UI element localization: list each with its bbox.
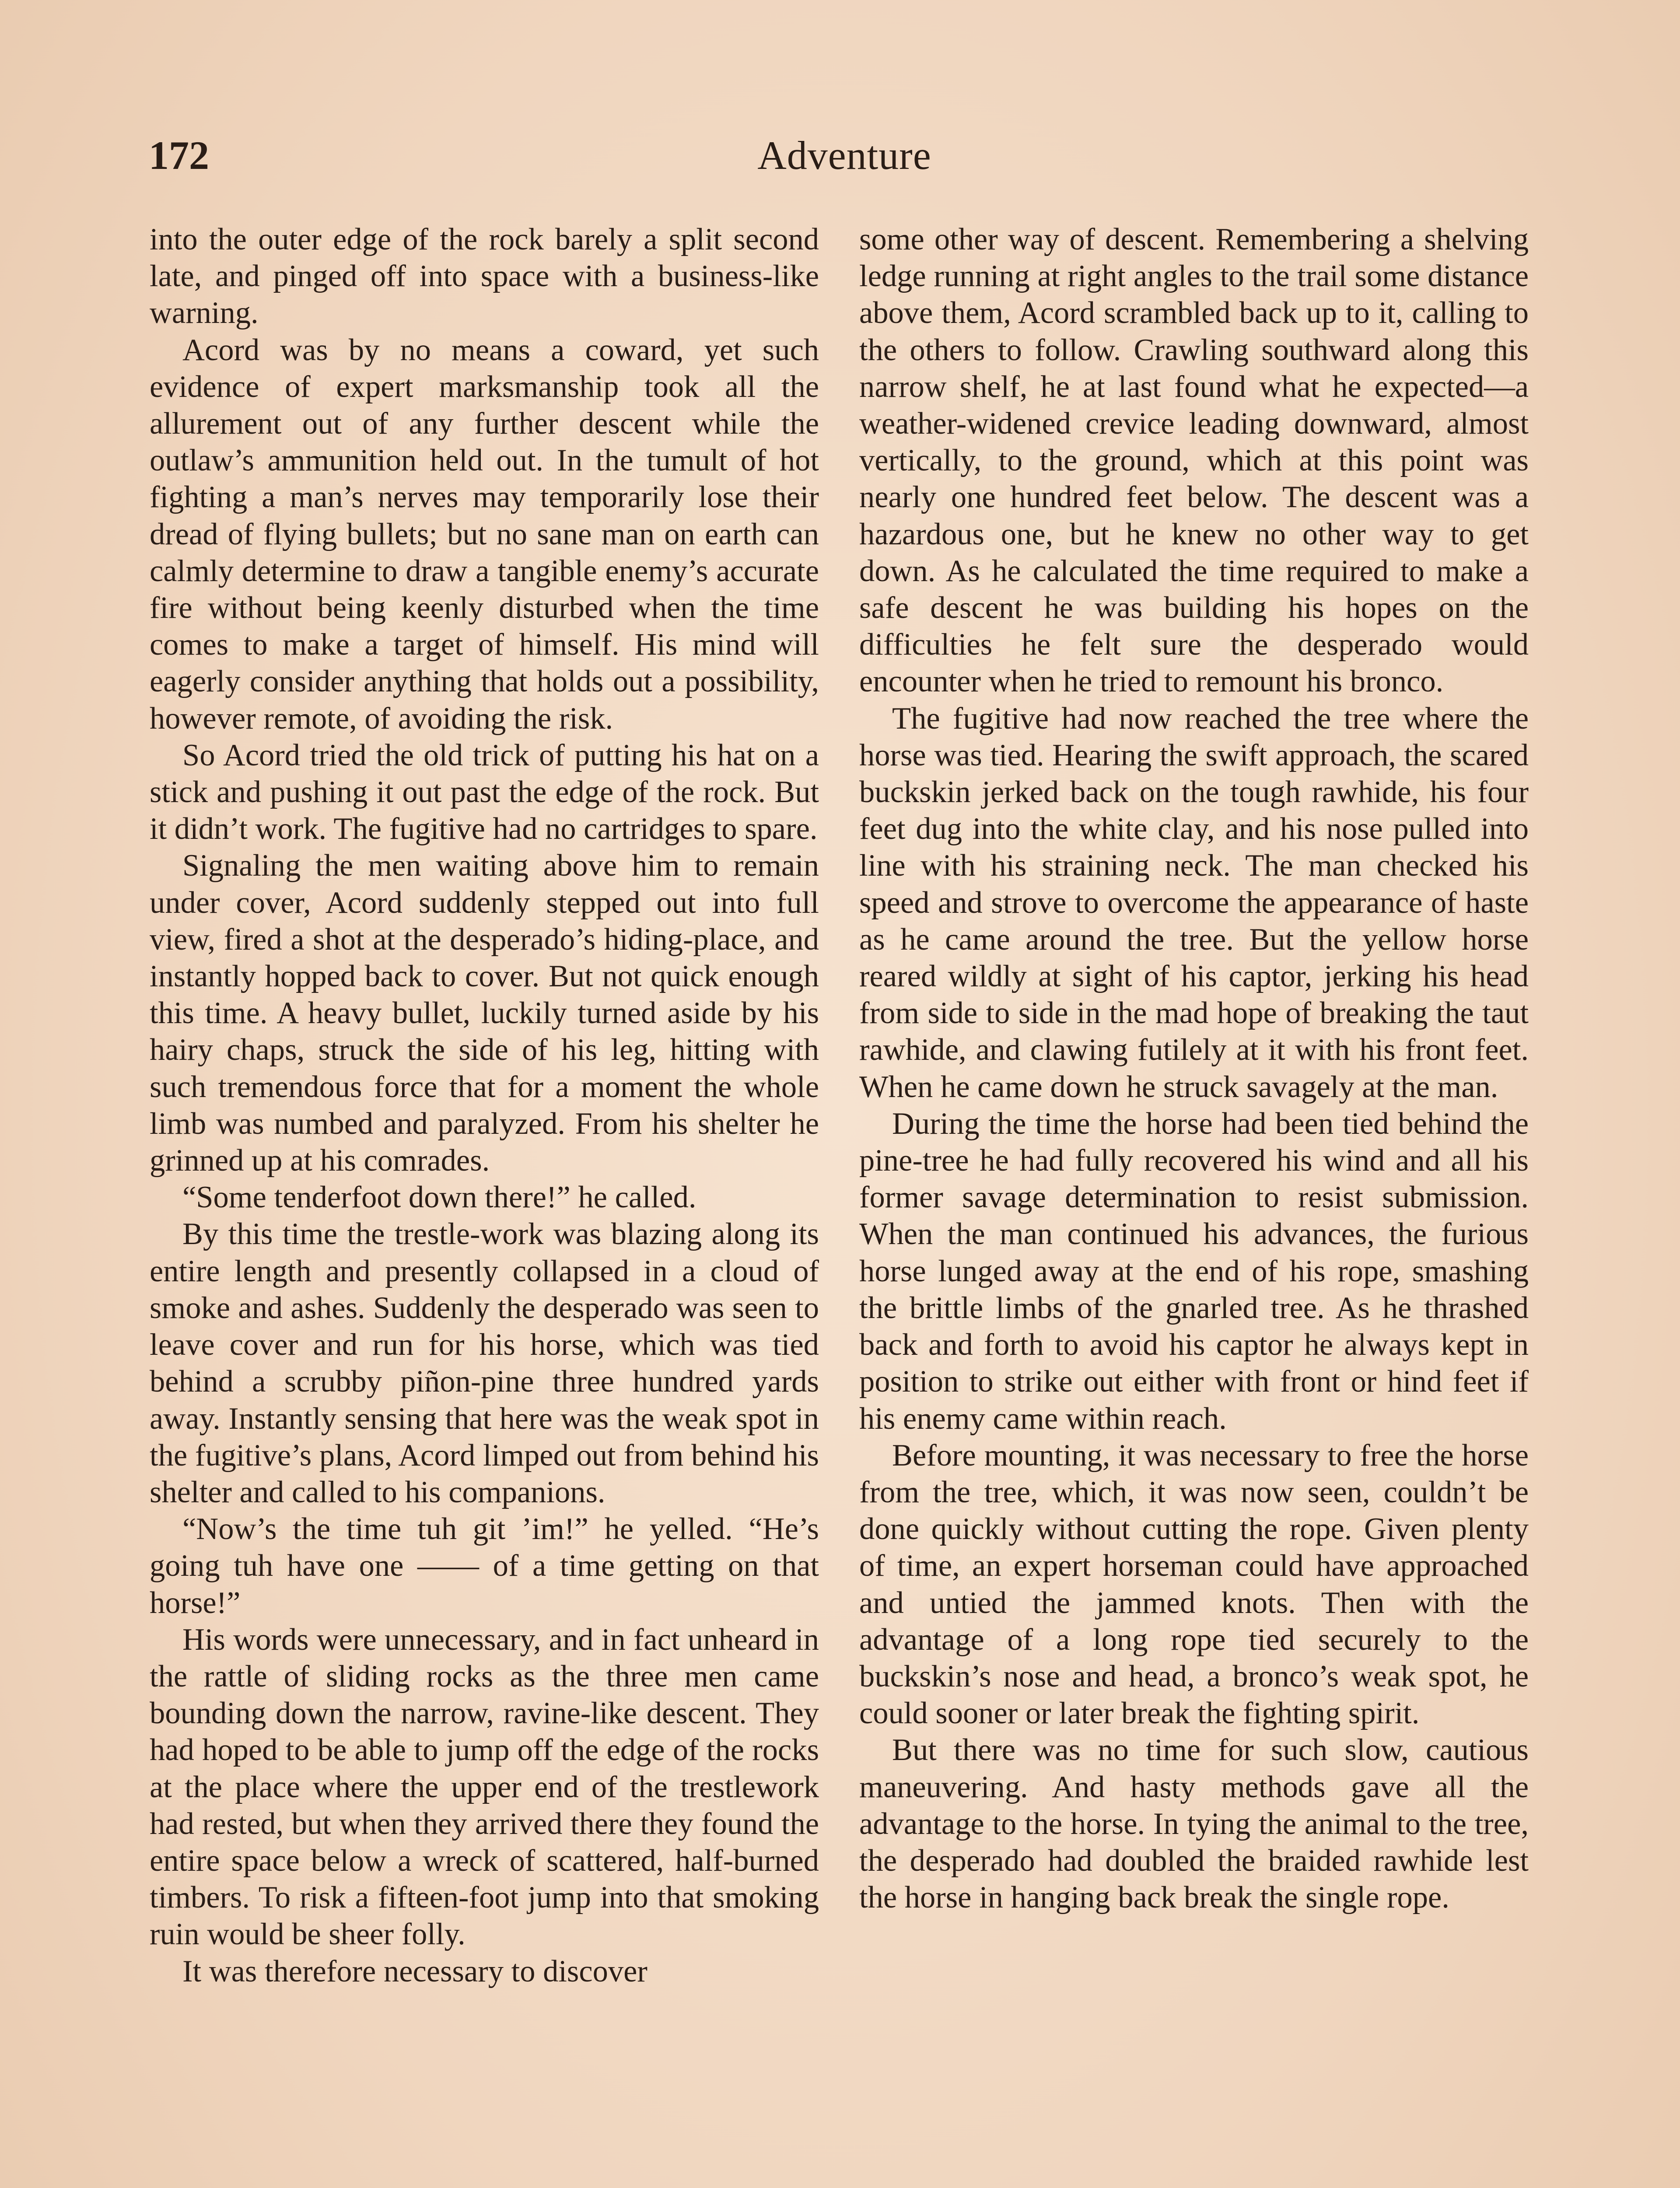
page-number: 172 [149, 133, 209, 178]
paragraph: So Acord tried the old trick of putting his hat on a stick and pushing it out past the edge of the rock. But it didn’t work. The fugitive had no cartridges to spare. [150, 738, 819, 846]
paragraph: some other way of descent. Remembering a shelving ledge running at right angles to the trail some distance above them, Acord scrambled back up to it, calling to the others to follow. Crawling southward along this narrow shelf, he at last found what he expected—a weather-widened crevice leading downward, almost vertically, to the ground, which at this point was nearly one hundred feet below. The descent was a hazardous one, but he knew no other way to get down. As he calculated the time required to make a safe descent he was building his hopes on the difficulties he felt sure the desperado would encounter when he tried to remount his bronco. [859, 222, 1529, 699]
paragraph: His words were unnecessary, and in fact unheard in the rattle of sliding rocks as the three men came bounding down the narrow, ravine-like descent. They had hoped to be able to jump off the edge of the rocks at the place where the upper end of the trestlework had rested, but when they arrived there they found the entire space below a wreck of scattered, half-burned timbers. To risk a fifteen-foot jump into that smoking ruin would be sheer folly. [150, 1622, 819, 1952]
page-header [149, 131, 1540, 184]
paragraph: into the outer edge of the rock barely a split second late, and pinged off into space with a business-like warning. [150, 222, 819, 330]
paragraph: Signaling the men waiting above him to remain under cover, Acord suddenly stepped out into full view, fired a shot at the desperado’s hiding-place, and instantly hopped back to cover. But not quick enough this time. A heavy bullet, luckily turned aside by his hairy chaps, struck the side of his leg, hitting with such tremendous force that for a moment the whole limb was numbed and paralyzed. From his shelter he grinned up at his comrades. [150, 849, 819, 1178]
paragraph: During the time the horse had been tied behind the pine-tree he had fully recovered his wind and all his former savage determination to resist submission. When the man continued his advances, the furious horse lunged away at the end of his rope, smashing the brittle limbs of the gnarled tree. As he thrashed back and forth to avoid his captor he always kept in position to strike out either with front or hind feet if his enemy came within reach. [859, 1106, 1529, 1436]
right-column [859, 221, 1529, 1916]
paragraph: “Now’s the time tuh git ’im!” he yelled. “He’s going tuh have one —— of a time getting on that horse!” [150, 1512, 819, 1620]
paragraph: By this time the trestle-work was blazing along its entire length and presently collapsed in a cloud of smoke and ashes. Suddenly the desperado was seen to leave cover and run for his horse, which was tied behind a scrubby piñon-pine three hundred yards away. Instantly sensing that here was the weak spot in the fugitive’s plans, Acord limped out from behind his shelter and called to his companions. [150, 1217, 819, 1509]
paragraph: Before mounting, it was necessary to free the horse from the tree, which, it was now seen, couldn’t be done quickly without cutting the rope. Given plenty of time, an expert horseman could have approached and untied the jammed knots. Then with the advantage of a long rope tied securely to the buckskin’s nose and head, a bronco’s weak spot, he could sooner or later break the fighting spirit. [859, 1438, 1529, 1731]
paragraph: The fugitive had now reached the tree where the horse was tied. Hearing the swift approach, the scared buckskin jerked back on the tough rawhide, his four feet dug into the white clay, and his nose pulled into line with his straining neck. The man checked his speed and strove to overcome the appearance of haste as he came around the tree. But the yellow horse reared wildly at sight of his captor, jerking his head from side to side in the mad hope of breaking the taut rawhide, and clawing futilely at it with his front feet. When he came down he struck savagely at the man. [859, 701, 1529, 1104]
paragraph: Acord was by no means a coward, yet such evidence of expert marksmanship took all the allurement out of any further descent while the outlaw’s ammunition held out. In the tumult of hot fighting a man’s nerves may temporarily lose their dread of flying bullets; but no sane man on earth can calmly determine to draw a tangible enemy’s accurate fire without being keenly disturbed when the time comes to make a target of himself. His mind will eagerly consider anything that holds out a possibility, however remote, of avoiding the risk. [150, 333, 819, 736]
paragraph: “Some tenderfoot down there!” he called. [182, 1180, 696, 1215]
running-head: Adventure [757, 133, 931, 178]
paragraph: But there was no time for such slow, cautious maneuvering. And hasty methods gave all the advantage to the horse. In tying the animal to the tree, the desperado had doubled the braided rawhide lest the horse in hanging back break the single rope. [859, 1733, 1529, 1915]
left-column [150, 221, 819, 1990]
paragraph: It was therefore necessary to discover [182, 1954, 648, 1988]
